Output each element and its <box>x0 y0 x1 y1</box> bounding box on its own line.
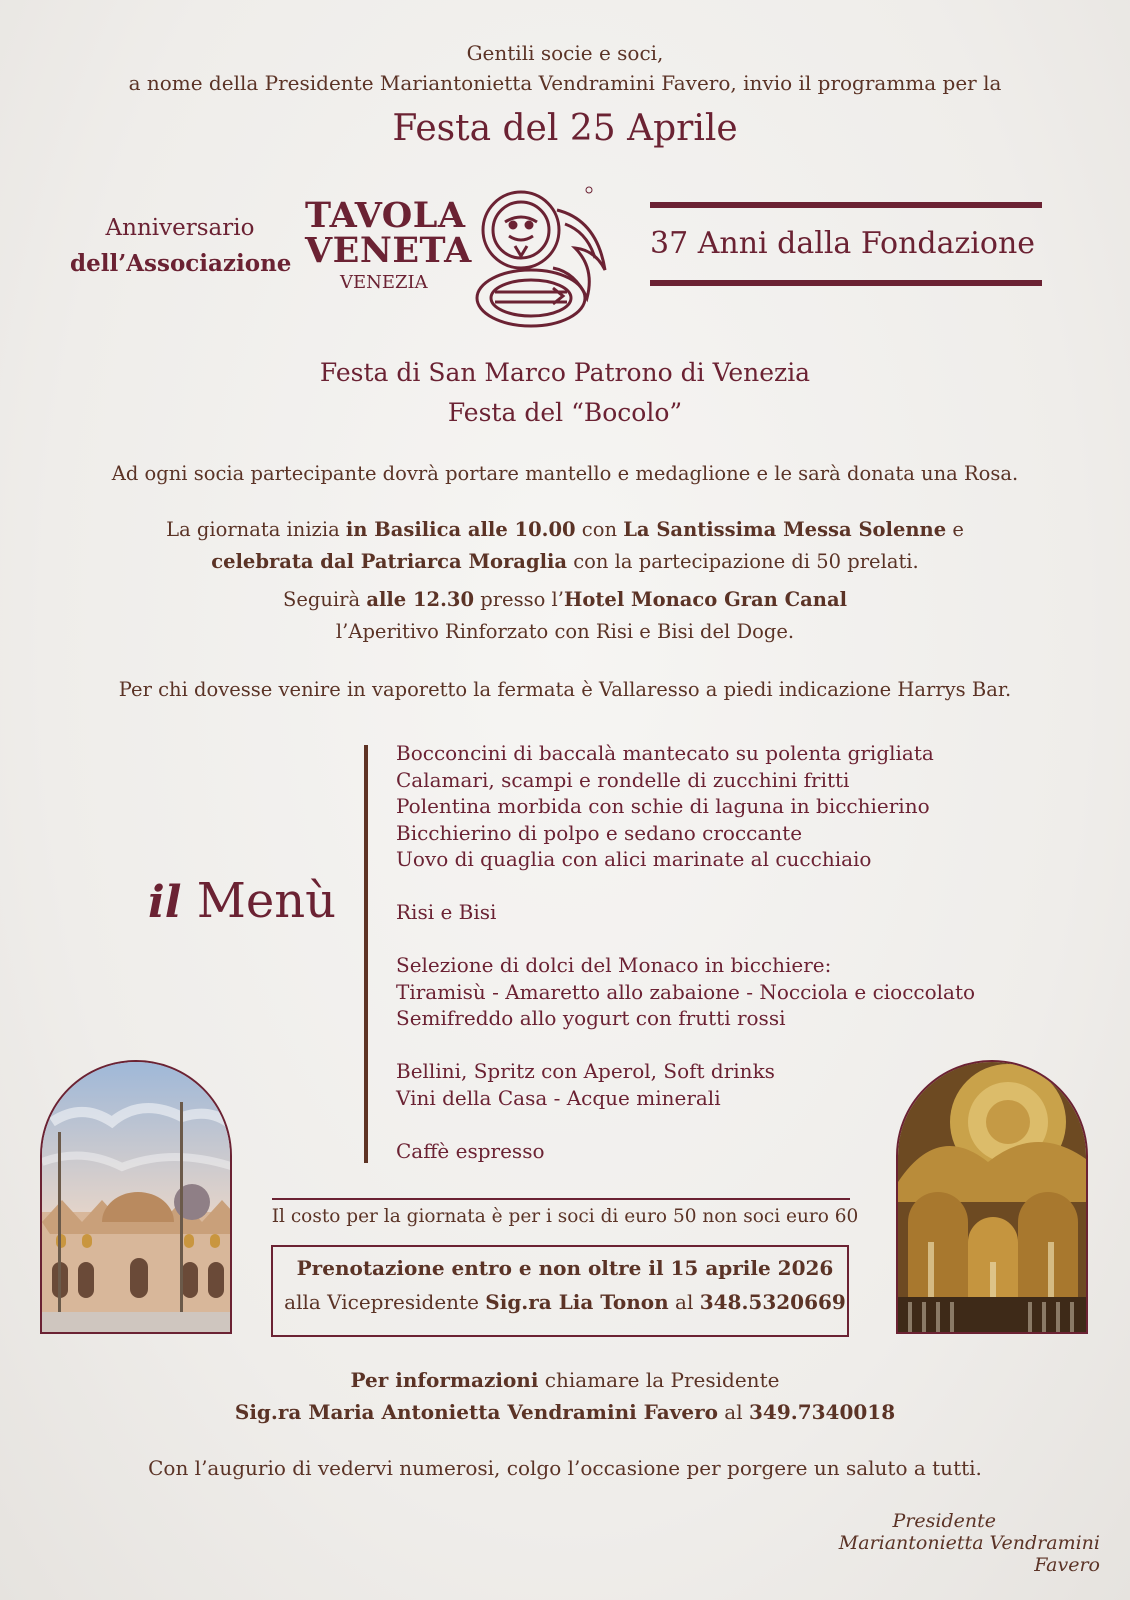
contact-label: Per informazioni <box>350 1368 539 1392</box>
menu-item: Vini della Casa - Acque minerali <box>396 1085 721 1110</box>
aperitivo-text: Seguirà <box>282 588 367 611</box>
contact-line-2 <box>0 1396 1130 1428</box>
menu-title-text: Menù <box>196 873 337 929</box>
menu-item: Tiramisù - Amaretto allo zabaione - Nocciola e cioccolato <box>396 979 976 1004</box>
aperitivo-text: presso l’ <box>474 588 564 611</box>
booking-text: al <box>668 1290 700 1314</box>
divider-bottom <box>650 280 1042 286</box>
contact-line-1 <box>0 1364 1130 1396</box>
greeting-line: Gentili socie e soci, <box>466 41 664 65</box>
mass-line-1 <box>0 514 1130 546</box>
contact-person: Sig.ra Maria Antonietta Vendramini Favero <box>234 1400 718 1424</box>
mass-text: con la partecipazione di 50 prelati. <box>567 550 919 573</box>
greeting <box>0 38 1130 98</box>
contact-phone: 349.7340018 <box>749 1400 896 1424</box>
menu-divider <box>364 745 368 1163</box>
menu-item: Bocconcini di baccalà mantecato su polenta grigliata <box>396 741 934 765</box>
menu-item: Selezione di dolci del Monaco in bicchiere: <box>396 953 832 977</box>
mass-text: con <box>575 518 624 541</box>
menu-item: Bellini, Spritz con Aperol, Soft drinks <box>396 1059 775 1083</box>
aperitivo-line-1 <box>0 584 1130 616</box>
cost-divider <box>272 1198 850 1200</box>
contact-text: al <box>717 1400 749 1424</box>
menu-item: Semifreddo allo yogurt con frutti rossi <box>396 1006 786 1030</box>
divider-top <box>650 202 1042 208</box>
mass-text: e <box>946 518 964 541</box>
signature-role: Presidente <box>892 1510 996 1532</box>
aperitivo-hotel: Hotel Monaco Gran Canal <box>563 588 847 611</box>
dress-code-text: Ad ogni socia partecipante dovrà portare mantello e medaglione e le sarà donata una Rosa. <box>111 462 1019 485</box>
menu-spacer <box>396 1032 975 1059</box>
menu-item: Caffè espresso <box>396 1138 545 1163</box>
logo-text-tavola: TAVOLA <box>305 195 466 236</box>
menu-item: Uovo di quaglia con alici marinate al cucchiaio <box>396 847 872 871</box>
vaporetto-text: Per chi dovesse venire in vaporetto la fermata è Vallaresso a piedi indicazione Harrys Bar. <box>118 678 1012 701</box>
intro-line: a nome della Presidente Mariantonietta Vendramini Favero, invio il programma per la <box>128 71 1002 95</box>
mass-name: La Santissima Messa Solenne <box>623 518 947 541</box>
menu-title <box>148 873 336 929</box>
contact-text: chiamare la Presidente <box>538 1368 780 1392</box>
menu-list <box>396 740 975 1164</box>
mass-location-time: in Basilica alle 10.00 <box>345 518 576 541</box>
signature-name: Mariantonietta Vendramini Favero <box>838 1532 1100 1576</box>
booking-deadline: Prenotazione entro e non oltre il 15 aprile 2026 <box>296 1256 834 1280</box>
menu-spacer <box>396 873 975 900</box>
menu-spacer <box>396 1111 975 1138</box>
menu-spacer <box>396 926 975 953</box>
menu-item: Calamari, scampi e rondelle di zucchini fritti <box>396 767 850 792</box>
aperitivo-time: alle 12.30 <box>366 588 475 611</box>
cost-text: Il costo per la giornata è per i soci di euro 50 non soci euro 60 <box>271 1206 859 1227</box>
booking-text: alla Vicepresidente <box>284 1290 486 1314</box>
association-label: dell’Associazione <box>70 250 292 277</box>
logo-text-venezia: VENEZIA <box>340 272 428 293</box>
lion-logo-icon <box>465 180 625 335</box>
aperitivo-line-2: l’Aperitivo Rinforzato con Risi e Bisi del Doge. <box>335 620 795 643</box>
subtitle-san-marco: Festa di San Marco Patrono di Venezia <box>319 358 811 387</box>
mass-line-2 <box>0 546 1130 578</box>
anniversary-label: Anniversario <box>105 215 255 241</box>
booking-contact <box>0 1290 1130 1314</box>
menu-item: Bicchierino di polpo e sedano croccante <box>396 820 803 845</box>
page-title: Festa del 25 Aprile <box>392 108 738 149</box>
signature <box>780 1510 1100 1576</box>
menu-title-prefix: il <box>148 877 182 928</box>
menu-item: Polentina morbida con schie di laguna in bicchierino <box>396 794 930 818</box>
booking-phone: 348.5320669 <box>699 1290 846 1314</box>
closing-text: Con l’augurio di vedervi numerosi, colgo l’occasione per porgere un saluto a tutti. <box>148 1456 982 1480</box>
foundation-years: 37 Anni dalla Fondazione <box>650 226 1036 261</box>
subtitle-bocolo: Festa del “Bocolo” <box>447 398 683 427</box>
booking-person: Sig.ra Lia Tonon <box>485 1290 669 1314</box>
menu-item: Risi e Bisi <box>396 900 497 924</box>
mass-text: La giornata inizia <box>166 518 346 541</box>
logo-text-veneta: VENETA <box>305 230 472 271</box>
mass-celebrant: celebrata dal Patriarca Moraglia <box>211 550 568 573</box>
